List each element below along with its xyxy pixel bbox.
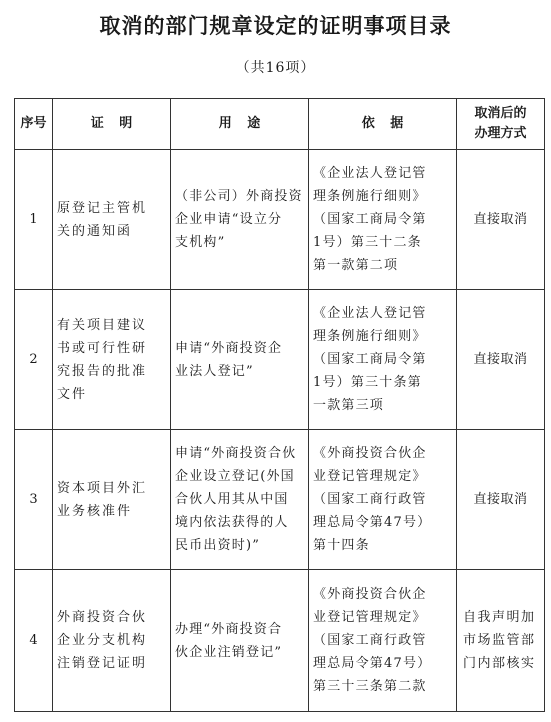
cell-basis: 《企业法人登记管 理条例施行细则》 （国家工商局令第 1号）第三十条第 一款第三项 [309,290,457,430]
cell-certificate: 原登记主管机 关的通知函 [53,150,171,290]
cell-method: 直接取消 [457,150,545,290]
cell-no: 3 [15,430,53,570]
cell-method: 直接取消 [457,290,545,430]
cell-certificate: 有关项目建议 书或可行性研 究报告的批准 文件 [53,290,171,430]
cell-usage: 办理“外商投资合 伙企业注销登记” [171,570,309,712]
table-header-row [15,99,545,150]
header-method: 取消后的 办理方式 [457,99,545,150]
cell-usage: （非公司）外商投资 企业申请“设立分 支机构” [171,150,309,290]
table-row [15,430,545,570]
table-row [15,570,545,712]
cell-no: 1 [15,150,53,290]
cell-usage: 申请“外商投资合伙 企业设立登记(外国 合伙人用其从中国 境内依法获得的人 民币出资时)” [171,430,309,570]
header-basis: 依据 [309,99,457,150]
cell-basis: 《企业法人登记管 理条例施行细则》 （国家工商局令第 1号）第三十二条 第一款第二项 [309,150,457,290]
cell-usage: 申请“外商投资企 业法人登记” [171,290,309,430]
cell-no: 4 [15,570,53,712]
cell-certificate: 外商投资合伙 企业分支机构 注销登记证明 [53,570,171,712]
page-title: 取消的部门规章设定的证明事项目录 [99,14,452,38]
cell-basis: 《外商投资合伙企 业登记管理规定》 （国家工商行政管 理总局令第47号） 第十四条 [309,430,457,570]
table-row [15,150,545,290]
table-row [15,290,545,430]
cell-basis: 《外商投资合伙企 业登记管理规定》 （国家工商行政管 理总局令第47号） 第三十三条第二款 [309,570,457,712]
cell-method: 自我声明加 市场监管部 门内部核实 [457,570,545,712]
header-usage: 用途 [171,99,309,150]
cell-method: 直接取消 [457,430,545,570]
cell-no: 2 [15,290,53,430]
cell-certificate: 资本项目外汇 业务核准件 [53,430,171,570]
header-certificate: 证明 [53,99,171,150]
items-table [14,98,545,712]
header-no: 序号 [15,99,53,150]
page-subtitle: （共16项） [235,60,316,76]
